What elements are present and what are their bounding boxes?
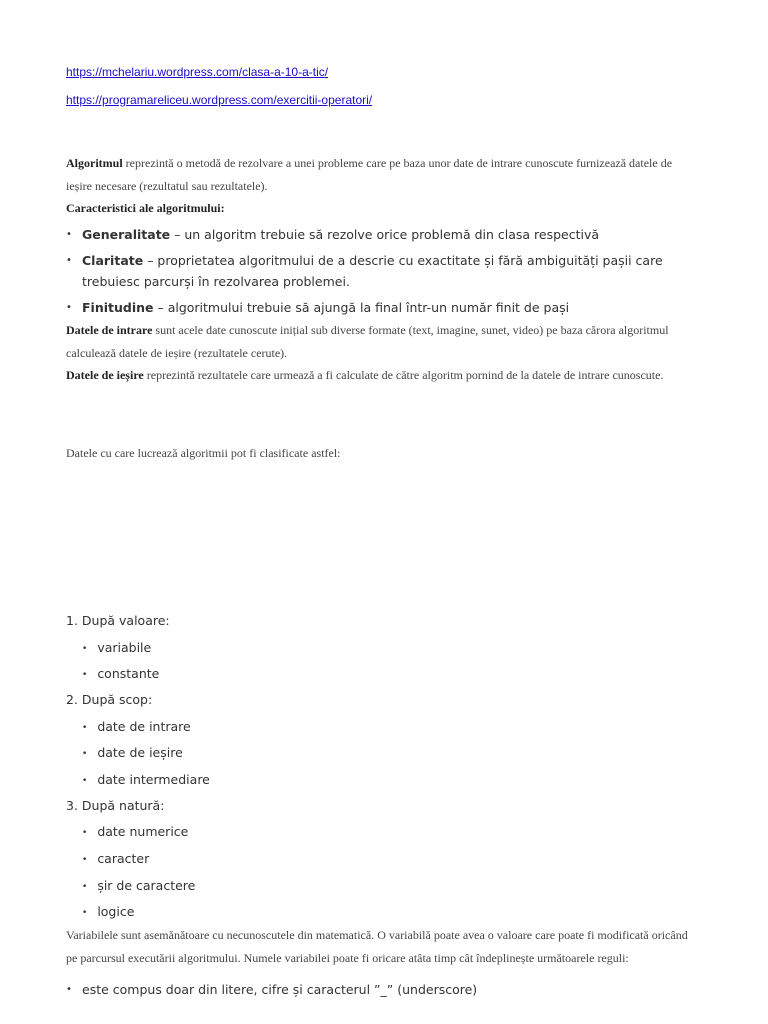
classification-heading-purpose: 2. După scop: <box>66 692 153 707</box>
rule-item <box>66 979 686 1000</box>
characteristic-text: – proprietatea algoritmului de a descrie cu exactitate și fără ambiguități pașii care trebuiesc parcurși în rezolvarea problemei. <box>82 253 663 289</box>
characteristic-item <box>66 297 686 318</box>
bullet-icon: • <box>66 229 72 240</box>
characteristic-term: Finitudine <box>82 300 154 315</box>
characteristic-item <box>66 224 686 245</box>
bullet-icon: • <box>82 855 88 865</box>
rule-text: este compus doar din litere, cifre și caracterul ”_” (underscore) <box>82 982 478 997</box>
classification-heading-value: 1. După valoare: <box>66 613 170 628</box>
list-item <box>82 851 149 866</box>
input-data-text: sunt acele date cunoscute inițial sub diverse formate (text, imagine, sunet, video) pe baza cărora algoritmul calculează datele de ieșire (rezultatele cerute). <box>66 323 669 360</box>
characteristic-text: – algoritmului trebuie să ajungă la final într-un număr finit de pași <box>153 300 570 315</box>
list-item-text: constante <box>97 666 160 681</box>
bullet-icon: • <box>66 255 72 266</box>
bullet-icon: • <box>82 644 88 654</box>
list-item <box>82 719 191 734</box>
list-item-text: date numerice <box>97 824 189 839</box>
characteristic-term: Claritate <box>82 253 144 268</box>
classification-heading-nature: 3. După natură: <box>66 798 165 813</box>
list-item <box>82 666 159 681</box>
output-data-term: Datele de ieșire <box>66 368 144 382</box>
output-data-text: reprezintă rezultatele care urmează a fi calculate de către algoritm pornind de la datele de intrare cunoscute. <box>143 368 664 382</box>
bullet-icon: • <box>82 776 88 786</box>
characteristics-heading <box>66 197 696 220</box>
bullet-icon: • <box>82 828 88 838</box>
input-data-term: Datele de intrare <box>66 323 153 337</box>
output-data-paragraph <box>66 364 696 387</box>
link-mchelariu[interactable]: https://mchelariu.wordpress.com/clasa-a-10-a-tic/ <box>66 65 329 79</box>
characteristics-heading-text: Caracteristici ale algoritmului: <box>66 201 225 215</box>
list-item <box>82 824 188 839</box>
list-item <box>82 772 210 787</box>
algorithm-term: Algoritmul <box>66 156 123 170</box>
bullet-icon: • <box>82 882 88 892</box>
variables-paragraph: Variabilele sunt asemănătoare cu necunoscutele din matematică. O variabilă poate avea o valoare care poate fi modificată oricând pe parcursul executării algoritmului. Numele variabilei poate fi oricare atâta timp cât îndeplinește următoarele reguli: <box>66 928 688 965</box>
characteristic-term: Generalitate <box>82 227 171 242</box>
list-item-text: date intermediare <box>97 772 210 787</box>
link-programareliceu[interactable]: https://programareliceu.wordpress.com/exercitii-operatori/ <box>66 93 373 107</box>
list-item-text: variabile <box>97 640 152 655</box>
list-item-text: logice <box>97 904 135 919</box>
list-item-text: caracter <box>97 851 150 866</box>
bullet-icon: • <box>82 908 88 918</box>
bullet-icon: • <box>82 723 88 733</box>
bullet-icon: • <box>82 670 88 680</box>
list-item <box>82 904 134 919</box>
list-item-text: date de ieșire <box>97 745 183 760</box>
algorithm-definition <box>66 152 696 197</box>
input-data-paragraph <box>66 319 696 364</box>
bullet-icon: • <box>66 984 72 995</box>
algorithm-definition-text: reprezintă o metodă de rezolvare a unei probleme care pe baza unor date de intrare cunoscute furnizează datele de ieșire necesare (rezultatul sau rezultatele). <box>66 156 673 193</box>
characteristic-text: – un algoritm trebuie să rezolve orice problemă din clasa respectivă <box>170 227 600 242</box>
list-item-text: date de intrare <box>97 719 191 734</box>
list-item <box>82 640 151 655</box>
bullet-icon: • <box>82 749 88 759</box>
list-item <box>82 745 183 760</box>
classification-intro: Datele cu care lucrează algoritmii pot fi clasificate astfel: <box>66 446 341 460</box>
characteristic-item <box>66 250 686 292</box>
list-item <box>82 878 195 893</box>
list-item-text: șir de caractere <box>97 878 196 893</box>
bullet-icon: • <box>66 302 72 313</box>
